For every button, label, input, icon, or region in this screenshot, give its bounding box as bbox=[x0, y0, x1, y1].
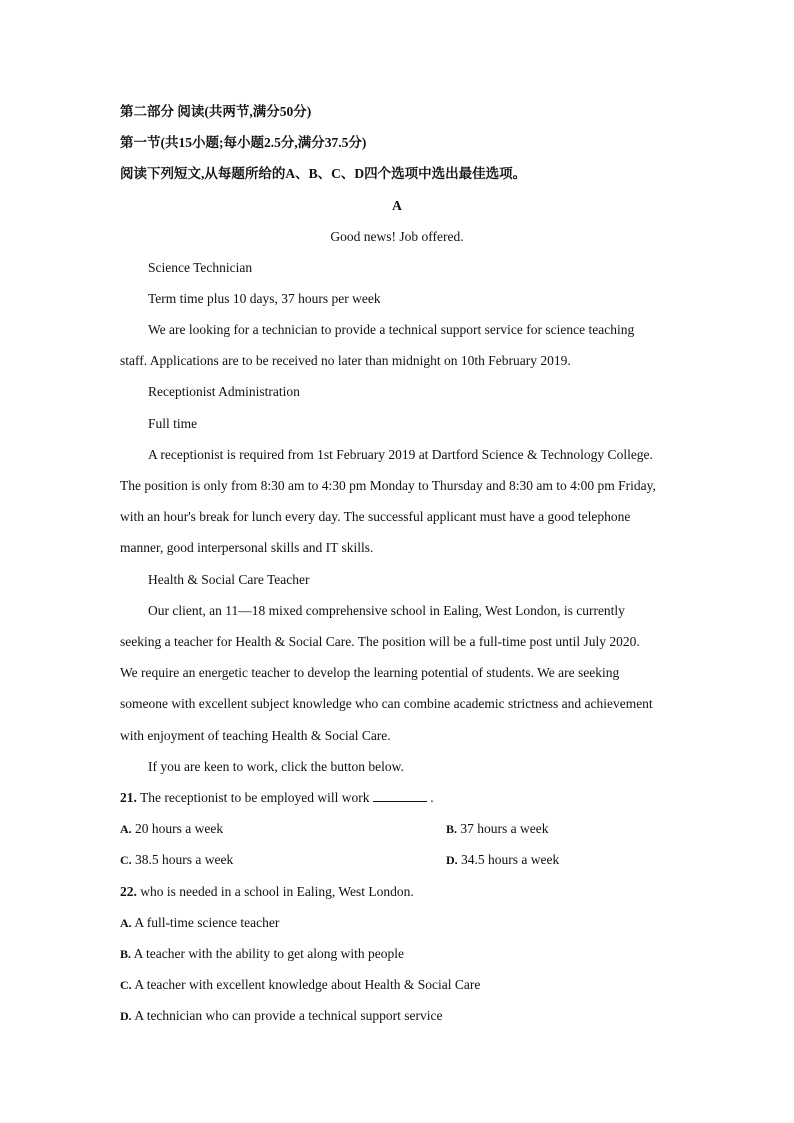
job3-desc-line: someone with excellent subject knowledge who can combine academic strictness and achievement bbox=[120, 696, 653, 711]
question-22 bbox=[120, 884, 414, 900]
option-letter: C. bbox=[120, 853, 132, 867]
option-21c[interactable] bbox=[120, 852, 233, 868]
option-letter: B. bbox=[120, 947, 132, 961]
answer-blank bbox=[373, 790, 427, 802]
job2-name: Receptionist Administration bbox=[148, 384, 300, 399]
option-22c[interactable] bbox=[120, 977, 480, 993]
option-text: A teacher with excellent knowledge about Health & Social Care bbox=[134, 977, 481, 992]
option-letter: D. bbox=[120, 1009, 132, 1023]
job3-name: Health & Social Care Teacher bbox=[148, 572, 310, 587]
passage-label: A bbox=[392, 198, 402, 213]
passage-closing: If you are keen to work, click the button below. bbox=[148, 759, 404, 774]
option-21d[interactable] bbox=[446, 852, 559, 868]
option-22a[interactable] bbox=[120, 915, 279, 931]
passage-title: Good news! Job offered. bbox=[330, 229, 464, 244]
question-number: 21. bbox=[120, 790, 137, 805]
job3-desc-line: Our client, an 11—18 mixed comprehensive school in Ealing, West London, is currently bbox=[148, 603, 625, 618]
option-22b[interactable] bbox=[120, 946, 404, 962]
option-letter: A. bbox=[120, 822, 132, 836]
subsection-header: 第一节(共15小题;每小题2.5分,满分37.5分) bbox=[120, 135, 367, 150]
job2-desc-line: A receptionist is required from 1st February 2019 at Dartford Science & Technology College. bbox=[148, 447, 653, 462]
job2-desc-line: manner, good interpersonal skills and IT skills. bbox=[120, 540, 374, 555]
option-letter: D. bbox=[446, 853, 458, 867]
option-text: A full-time science teacher bbox=[134, 915, 280, 930]
option-text: 37 hours a week bbox=[460, 821, 549, 836]
option-text: 38.5 hours a week bbox=[135, 852, 234, 867]
option-text: A teacher with the ability to get along with people bbox=[133, 946, 404, 961]
option-letter: B. bbox=[446, 822, 458, 836]
option-text: A technician who can provide a technical support service bbox=[134, 1008, 443, 1023]
option-21a[interactable] bbox=[120, 821, 223, 837]
job2-desc-line: with an hour's break for lunch every day. The successful applicant must have a good telephone bbox=[120, 509, 631, 524]
job1-desc-line: staff. Applications are to be received no later than midnight on 10th February 2019. bbox=[120, 353, 571, 368]
job1-hours: Term time plus 10 days, 37 hours per week bbox=[148, 291, 381, 306]
question-number: 22. bbox=[120, 884, 137, 899]
section-header: 第二部分 阅读(共两节,满分50分) bbox=[120, 104, 312, 119]
job3-desc-line: We require an energetic teacher to develop the learning potential of students. We are seeking bbox=[120, 665, 620, 680]
job3-desc-line: seeking a teacher for Health & Social Care. The position will be a full-time post until July 2020. bbox=[120, 634, 640, 649]
job2-hours: Full time bbox=[148, 416, 198, 431]
option-letter: C. bbox=[120, 978, 132, 992]
option-22d[interactable] bbox=[120, 1008, 442, 1024]
question-stem: The receptionist to be employed will work bbox=[140, 790, 370, 805]
job2-desc-line: The position is only from 8:30 am to 4:30 pm Monday to Thursday and 8:30 am to 4:00 pm Friday, bbox=[120, 478, 656, 493]
question-21 bbox=[120, 790, 434, 806]
option-21b[interactable] bbox=[446, 821, 549, 837]
option-text: 20 hours a week bbox=[135, 821, 224, 836]
job3-desc-line: with enjoyment of teaching Health & Social Care. bbox=[120, 728, 391, 743]
option-letter: A. bbox=[120, 916, 132, 930]
instructions: 阅读下列短文,从每题所给的A、B、C、D四个选项中选出最佳选项。 bbox=[120, 166, 527, 181]
job1-desc-line: We are looking for a technician to provide a technical support service for science teaching bbox=[148, 322, 635, 337]
job1-name: Science Technician bbox=[148, 260, 253, 275]
question-stem: who is needed in a school in Ealing, West London. bbox=[140, 884, 414, 899]
option-text: 34.5 hours a week bbox=[461, 852, 560, 867]
question-stem-end: . bbox=[430, 790, 434, 805]
